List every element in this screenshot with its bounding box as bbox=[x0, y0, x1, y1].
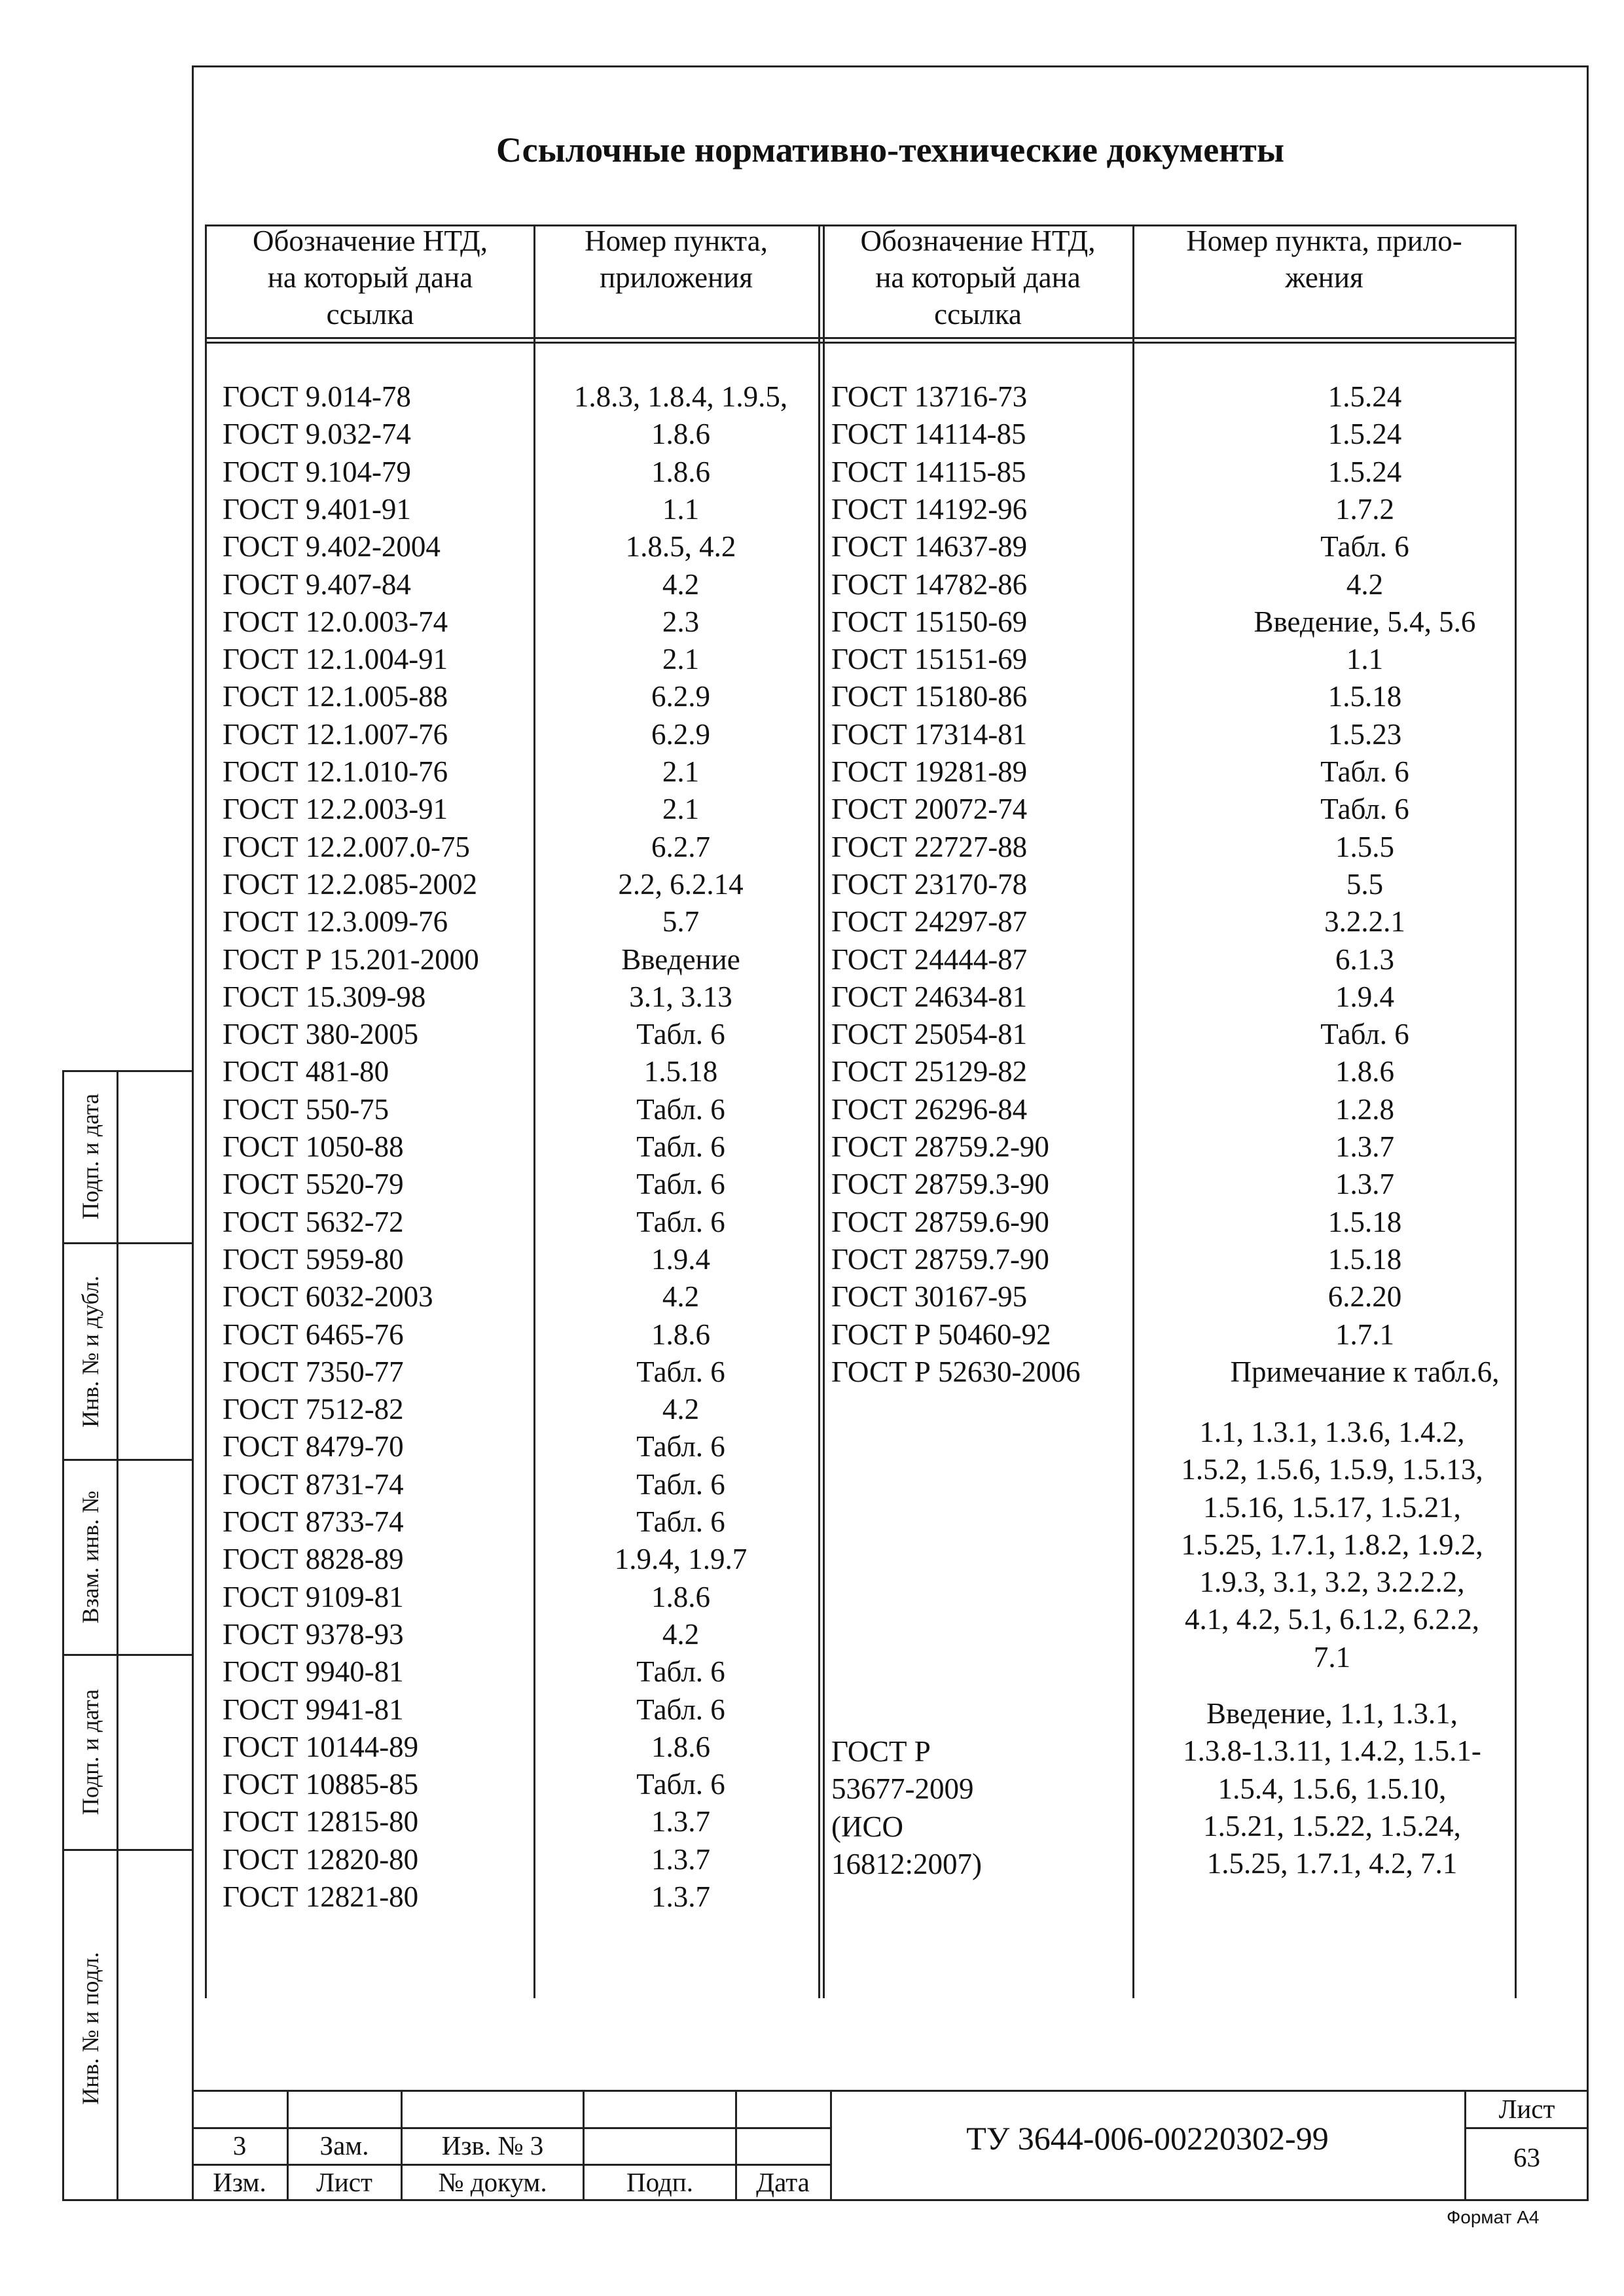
doc-designation: ГОСТ 14114-85 bbox=[831, 418, 1026, 451]
ref-line: 1.5.25, 1.7.1, 1.8.2, 1.9.2, bbox=[1181, 1528, 1483, 1561]
doc-designation: ГОСТ 15.309-98 bbox=[223, 980, 426, 1013]
doc-designation: ГОСТ 12.0.003-74 bbox=[223, 605, 448, 638]
doc-designation: ГОСТ 6032-2003 bbox=[223, 1280, 433, 1314]
ref-line: 1.5.25, 1.7.1, 4.2, 7.1 bbox=[1206, 1847, 1458, 1880]
clause-reference: 4.2 bbox=[662, 567, 700, 601]
clause-reference: 1.1 bbox=[662, 492, 700, 526]
side-divider bbox=[117, 1656, 118, 1852]
side-divider bbox=[117, 1461, 118, 1657]
clause-reference: 2.1 bbox=[662, 755, 700, 788]
clause-reference: 1.3.7 bbox=[651, 1842, 710, 1876]
clause-reference: 2.2, 6.2.14 bbox=[618, 867, 744, 901]
doc-designation: ГОСТ 9.032-74 bbox=[223, 418, 411, 451]
clause-reference: 1.1 bbox=[1346, 643, 1384, 676]
doc-name-line: (ИСО 16812:2007) bbox=[831, 1810, 982, 1880]
clause-reference: 4.2 bbox=[662, 1617, 700, 1651]
clause-reference: 1.5.23 bbox=[1327, 717, 1402, 751]
col-border-3 bbox=[1132, 224, 1134, 1998]
clause-reference: 1.5.18 bbox=[643, 1055, 718, 1088]
doc-designation: ГОСТ 1050-88 bbox=[223, 1130, 404, 1163]
doc-designation: ГОСТ Р 50460-92 bbox=[831, 1318, 1051, 1351]
clause-reference: 2.3 bbox=[662, 605, 700, 638]
header-designation-left: Обозначение НТД, на который дана ссылка bbox=[252, 224, 488, 331]
clause-reference: Табл. 6 bbox=[636, 1355, 725, 1388]
ref-line: 7.1 bbox=[1313, 1640, 1351, 1674]
clause-reference: 1.7.1 bbox=[1335, 1318, 1394, 1351]
header-separator bbox=[205, 337, 1517, 339]
doc-designation: ГОСТ 380-2005 bbox=[223, 1018, 419, 1051]
doc-designation: ГОСТ 12820-80 bbox=[223, 1842, 419, 1876]
clause-reference: Табл. 6 bbox=[1320, 1018, 1409, 1051]
clause-reference: 1.8.6 bbox=[651, 1318, 710, 1351]
doc-designation: ГОСТ 9378-93 bbox=[223, 1617, 404, 1651]
doc-designation: ГОСТ 28759.7-90 bbox=[831, 1242, 1049, 1276]
side-label: Инв. № и подл. bbox=[77, 1952, 103, 2105]
doc-designation: ГОСТ 9.407-84 bbox=[223, 567, 411, 601]
ref-line: 4.1, 4.2, 5.1, 6.1.2, 6.2.2, bbox=[1185, 1603, 1479, 1636]
clause-reference: 1.3.7 bbox=[1335, 1168, 1394, 1201]
side-divider bbox=[117, 1244, 118, 1462]
clause-reference: 1.9.4, 1.9.7 bbox=[614, 1543, 748, 1576]
doc-designation: ГОСТ 14637-89 bbox=[831, 530, 1028, 564]
doc-designation: ГОСТ 14782-86 bbox=[831, 567, 1028, 601]
label-izm: Изм. bbox=[213, 2167, 266, 2197]
doc-designation: ГОСТ Р 15.201-2000 bbox=[223, 942, 479, 976]
side-cell-2 bbox=[62, 1242, 192, 1460]
doc-designation: ГОСТ 8479-70 bbox=[223, 1430, 404, 1463]
side-divider bbox=[117, 1072, 118, 1246]
doc-designation: ГОСТ 19281-89 bbox=[831, 755, 1028, 788]
doc-designation: ГОСТ 14192-96 bbox=[831, 492, 1028, 526]
side-divider bbox=[117, 1851, 118, 2201]
doc-designation: ГОСТ Р 52630-2006 bbox=[831, 1355, 1081, 1388]
clause-reference: 6.2.20 bbox=[1327, 1280, 1402, 1314]
clause-reference: 1.5.18 bbox=[1327, 1242, 1402, 1276]
clause-reference: Табл. 6 bbox=[1320, 793, 1409, 826]
label-signature: Подп. bbox=[626, 2167, 693, 2197]
side-cell-3 bbox=[62, 1459, 192, 1655]
doc-designation: ГОСТ 8731-74 bbox=[223, 1467, 404, 1501]
change-document: Изв. № 3 bbox=[441, 2130, 544, 2161]
clause-reference: Табл. 6 bbox=[636, 1205, 725, 1238]
clause-reference: Введение, 5.4, 5.6 bbox=[1254, 605, 1476, 638]
clause-reference: 6.2.7 bbox=[651, 830, 710, 863]
label-list: Лист bbox=[316, 2167, 372, 2197]
page-title: Ссылочные нормативно-технические документы bbox=[496, 130, 1284, 170]
doc-designation: ГОСТ 25129-82 bbox=[831, 1055, 1028, 1088]
clause-reference: 1.8.5, 4.2 bbox=[625, 530, 736, 564]
format-label: Формат А4 bbox=[1447, 2207, 1540, 2227]
clause-reference: 6.2.9 bbox=[651, 717, 710, 751]
clause-reference: 1.5.24 bbox=[1327, 380, 1402, 413]
clause-reference: 2.1 bbox=[662, 793, 700, 826]
clause-reference: 1.8.6 bbox=[1335, 1055, 1394, 1088]
clause-reference: Табл. 6 bbox=[636, 1768, 725, 1801]
clause-reference: 1.8.6 bbox=[651, 418, 710, 451]
sheet-number: 63 bbox=[1513, 2142, 1540, 2172]
doc-designation: ГОСТ 12815-80 bbox=[223, 1805, 419, 1839]
doc-designation: ГОСТ 28759.3-90 bbox=[831, 1168, 1049, 1201]
doc-designation: ГОСТ 15180-86 bbox=[831, 680, 1028, 713]
doc-designation: ГОСТ 5632-72 bbox=[223, 1205, 404, 1238]
title-block-sheet-divider bbox=[1464, 2127, 1589, 2129]
doc-designation: ГОСТ 25054-81 bbox=[831, 1018, 1028, 1051]
doc-designation: ГОСТ 9109-81 bbox=[223, 1580, 404, 1613]
clause-reference: 1.5.5 bbox=[1335, 830, 1394, 863]
header-separator-2 bbox=[205, 342, 1517, 344]
ref-line: 1.5.2, 1.5.6, 1.5.9, 1.5.13, bbox=[1181, 1453, 1483, 1486]
ref-line: 1.5.4, 1.5.6, 1.5.10, bbox=[1218, 1772, 1447, 1805]
ref-line: 1.3.8-1.3.11, 1.4.2, 1.5.1- bbox=[1183, 1734, 1481, 1768]
doc-designation: ГОСТ 23170-78 bbox=[831, 867, 1028, 901]
clause-reference: Табл. 6 bbox=[636, 1655, 725, 1689]
clause-reference: 1.5.24 bbox=[1327, 455, 1402, 488]
ref-line: Введение, 1.1, 1.3.1, bbox=[1206, 1697, 1458, 1730]
doc-designation: ГОСТ 26296-84 bbox=[831, 1092, 1028, 1126]
clause-reference: Табл. 6 bbox=[1320, 755, 1409, 788]
clause-reference: 1.3.7 bbox=[651, 1880, 710, 1913]
clause-reference: Табл. 6 bbox=[636, 1130, 725, 1163]
doc-designation: ГОСТ 12.1.007-76 bbox=[223, 717, 448, 751]
side-label: Подп. и дата bbox=[77, 1689, 103, 1816]
clause-reference: 1.8.3, 1.8.4, 1.9.5, bbox=[573, 380, 788, 413]
header-clause-left: Номер пункта, приложения bbox=[585, 224, 768, 294]
doc-designation: ГОСТ 8733-74 bbox=[223, 1505, 404, 1538]
clause-reference: Табл. 6 bbox=[636, 1505, 725, 1538]
clause-reference: 1.8.6 bbox=[651, 455, 710, 488]
doc-designation: ГОСТ 7512-82 bbox=[223, 1393, 404, 1426]
side-label: Взам. инв. № bbox=[77, 1490, 103, 1624]
clause-reference: 4.2 bbox=[1346, 567, 1384, 601]
doc-designation: ГОСТ 28759.2-90 bbox=[831, 1130, 1049, 1163]
clause-reference: Табл. 6 bbox=[636, 1168, 725, 1201]
doc-designation: ГОСТ 22727-88 bbox=[831, 830, 1028, 863]
clause-reference: Табл. 6 bbox=[636, 1018, 725, 1051]
doc-designation: ГОСТ 12.3.009-76 bbox=[223, 905, 448, 939]
clause-reference: 1.3.7 bbox=[651, 1805, 710, 1839]
clause-reference: 1.2.8 bbox=[1335, 1092, 1394, 1126]
doc-designation: ГОСТ 13716-73 bbox=[831, 380, 1028, 413]
change-sheet: Зам. bbox=[319, 2130, 369, 2161]
header-designation-right: Обозначение НТД, на который дана ссылка bbox=[860, 224, 1096, 331]
doc-designation: ГОСТ 12.1.010-76 bbox=[223, 755, 448, 788]
gost-53677-name bbox=[831, 1733, 982, 1883]
clause-reference: Табл. 6 bbox=[1320, 530, 1409, 564]
clause-reference: 3.2.2.1 bbox=[1324, 905, 1405, 939]
doc-designation: ГОСТ 5959-80 bbox=[223, 1242, 404, 1276]
label-document: № докум. bbox=[438, 2167, 547, 2197]
document-designation: ТУ 3644-006-00220302-99 bbox=[966, 2120, 1329, 2157]
clause-reference: 6.2.9 bbox=[651, 680, 710, 713]
doc-designation: ГОСТ 20072-74 bbox=[831, 793, 1028, 826]
doc-designation: ГОСТ 24297-87 bbox=[831, 905, 1028, 939]
clause-reference: Табл. 6 bbox=[636, 1092, 725, 1126]
side-label: Подп. и дата bbox=[77, 1093, 103, 1220]
doc-designation: ГОСТ 7350-77 bbox=[223, 1355, 404, 1388]
side-cell-4 bbox=[62, 1654, 192, 1850]
ref-line: 1.5.16, 1.5.17, 1.5.21, bbox=[1203, 1490, 1461, 1524]
doc-designation: ГОСТ 24634-81 bbox=[831, 980, 1028, 1013]
change-number: 3 bbox=[232, 2130, 247, 2161]
doc-designation: ГОСТ 30167-95 bbox=[831, 1280, 1028, 1314]
gost-52630-ref-cont bbox=[1142, 1414, 1522, 1676]
doc-designation: ГОСТ 15150-69 bbox=[831, 605, 1028, 638]
doc-designation: ГОСТ 12.1.004-91 bbox=[223, 643, 448, 676]
clause-reference: 4.2 bbox=[662, 1280, 700, 1314]
col-border-left bbox=[205, 224, 207, 1998]
doc-designation: ГОСТ 10144-89 bbox=[223, 1730, 419, 1763]
clause-reference: Табл. 6 bbox=[636, 1467, 725, 1501]
doc-designation: ГОСТ 8828-89 bbox=[223, 1543, 404, 1576]
doc-designation: ГОСТ 9941-81 bbox=[223, 1693, 404, 1726]
clause-reference: 1.9.4 bbox=[1335, 980, 1394, 1013]
doc-designation: ГОСТ 9.014-78 bbox=[223, 380, 411, 413]
clause-reference: 4.2 bbox=[662, 1393, 700, 1426]
doc-designation: ГОСТ 5520-79 bbox=[223, 1168, 404, 1201]
ref-line: 1.1, 1.3.1, 1.3.6, 1.4.2, bbox=[1199, 1416, 1465, 1448]
doc-designation: ГОСТ 24444-87 bbox=[831, 942, 1028, 976]
clause-reference: 1.8.6 bbox=[651, 1580, 710, 1613]
clause-reference: Примечание к табл.6, bbox=[1230, 1355, 1500, 1388]
doc-designation: ГОСТ 12821-80 bbox=[223, 1880, 419, 1913]
doc-designation: ГОСТ 6465-76 bbox=[223, 1318, 404, 1351]
doc-designation: ГОСТ 9.401-91 bbox=[223, 492, 411, 526]
doc-designation: ГОСТ 481-80 bbox=[223, 1055, 389, 1088]
clause-reference: 1.8.6 bbox=[651, 1730, 710, 1763]
clause-reference: 1.5.18 bbox=[1327, 1205, 1402, 1238]
doc-designation: ГОСТ 28759.6-90 bbox=[831, 1205, 1049, 1238]
col-border-1 bbox=[533, 224, 535, 1998]
clause-reference: Табл. 6 bbox=[636, 1430, 725, 1463]
gost-53677-ref bbox=[1142, 1695, 1522, 1882]
label-date: Дата bbox=[756, 2167, 810, 2197]
doc-designation: ГОСТ 9.104-79 bbox=[223, 455, 411, 488]
doc-designation: ГОСТ 12.2.003-91 bbox=[223, 793, 448, 826]
side-label: Инв. № и дубл. bbox=[77, 1275, 103, 1428]
clause-reference: 1.3.7 bbox=[1335, 1130, 1394, 1163]
clause-reference: 3.1, 3.13 bbox=[629, 980, 732, 1013]
doc-name-line: ГОСТ Р 53677-2009 bbox=[831, 1735, 974, 1806]
ref-line: 1.9.3, 3.1, 3.2, 3.2.2.2, bbox=[1199, 1566, 1465, 1599]
side-cell-5 bbox=[62, 1849, 192, 2201]
clause-reference: 1.7.2 bbox=[1335, 492, 1394, 526]
clause-reference: 1.9.4 bbox=[651, 1242, 710, 1276]
doc-designation: ГОСТ 12.1.005-88 bbox=[223, 680, 448, 713]
doc-designation: ГОСТ 9.402-2004 bbox=[223, 530, 441, 564]
clause-reference: 1.5.18 bbox=[1327, 680, 1402, 713]
clause-reference: 5.7 bbox=[662, 905, 700, 939]
header-clause-right: Номер пункта, прило- жения bbox=[1186, 224, 1462, 294]
doc-designation: ГОСТ 12.2.007.0-75 bbox=[223, 830, 470, 863]
doc-designation: ГОСТ 14115-85 bbox=[831, 455, 1026, 488]
doc-designation: ГОСТ 17314-81 bbox=[831, 717, 1028, 751]
clause-reference: 2.1 bbox=[662, 643, 700, 676]
clause-reference: 5.5 bbox=[1346, 867, 1384, 901]
ref-line: 1.5.21, 1.5.22, 1.5.24, bbox=[1203, 1809, 1461, 1842]
clause-reference: 1.5.24 bbox=[1327, 418, 1402, 451]
clause-reference: 6.1.3 bbox=[1335, 942, 1394, 976]
sheet-label: Лист bbox=[1498, 2094, 1555, 2124]
clause-reference: Табл. 6 bbox=[636, 1693, 725, 1726]
doc-designation: ГОСТ 9940-81 bbox=[223, 1655, 404, 1689]
side-cell-1 bbox=[62, 1070, 192, 1244]
doc-designation: ГОСТ 12.2.085-2002 bbox=[223, 867, 478, 901]
doc-designation: ГОСТ 550-75 bbox=[223, 1092, 389, 1126]
doc-designation: ГОСТ 15151-69 bbox=[831, 643, 1028, 676]
doc-designation: ГОСТ 10885-85 bbox=[223, 1768, 419, 1801]
clause-reference: Введение bbox=[621, 942, 740, 976]
